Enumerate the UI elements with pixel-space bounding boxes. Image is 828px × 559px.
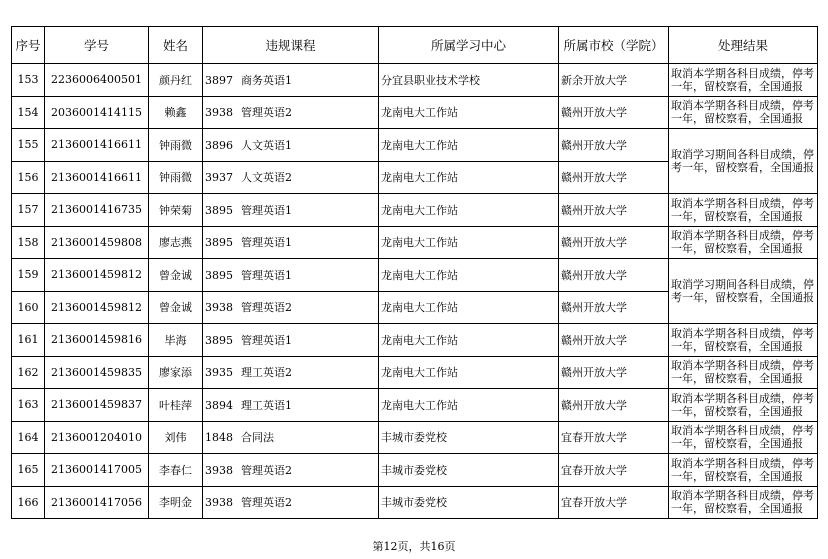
course-code: 3895: [205, 203, 233, 217]
course-name: 管理英语1: [241, 268, 292, 282]
course-name: 理工英语2: [241, 366, 292, 380]
course-name: 管理英语2: [241, 496, 292, 510]
cell-student-id: 2136001459837: [45, 389, 149, 422]
header-course: 违规课程: [203, 27, 379, 64]
cell-center: 龙南电大工作站: [379, 324, 559, 357]
course-code: 3895: [205, 333, 233, 347]
cell-course: [203, 64, 379, 97]
cell-center: 龙南电大工作站: [379, 96, 559, 129]
cell-name: 李明金: [149, 486, 203, 519]
course-code: 3896: [205, 138, 233, 152]
table-row: [12, 194, 818, 227]
table-row: [12, 259, 818, 292]
cell-course: [203, 259, 379, 292]
cell-center: 龙南电大工作站: [379, 194, 559, 227]
table-row: [12, 454, 818, 487]
table-row: [12, 96, 818, 129]
cell-center: 龙南电大工作站: [379, 389, 559, 422]
cell-student-id: 2136001416735: [45, 194, 149, 227]
cell-school: 新余开放大学: [559, 64, 669, 97]
cell-course: [203, 161, 379, 194]
course-code: 1848: [205, 431, 233, 445]
header-result: 处理结果: [669, 27, 818, 64]
course-name: 管理英语2: [241, 106, 292, 120]
header-row: [12, 27, 818, 64]
cell-center: 龙南电大工作站: [379, 259, 559, 292]
header-student-id: 学号: [45, 27, 149, 64]
cell-seq: 160: [12, 291, 45, 324]
cell-seq: 163: [12, 389, 45, 422]
cell-school: 赣州开放大学: [559, 259, 669, 292]
cell-school: 赣州开放大学: [559, 324, 669, 357]
cell-result: 取消本学期各科目成绩，停考一年，留校察看，全国通报: [669, 389, 818, 422]
cell-center: 龙南电大工作站: [379, 356, 559, 389]
course-code: 3938: [205, 106, 233, 120]
cell-student-id: 2136001417005: [45, 454, 149, 487]
course-code: 3938: [205, 463, 233, 477]
cell-center: 丰城市委党校: [379, 486, 559, 519]
course-name: 理工英语1: [241, 398, 292, 412]
cell-seq: 154: [12, 96, 45, 129]
cell-name: 廖家添: [149, 356, 203, 389]
course-name: 人文英语1: [241, 138, 292, 152]
header-center: 所属学习中心: [379, 27, 559, 64]
cell-result: 取消本学期各科目成绩，停考一年，留校察看，全国通报: [669, 454, 818, 487]
cell-student-id: 2136001417056: [45, 486, 149, 519]
cell-name: 曾金诚: [149, 291, 203, 324]
cell-student-id: 2236006400501: [45, 64, 149, 97]
cell-course: [203, 356, 379, 389]
table-row: [12, 64, 818, 97]
cell-school: 赣州开放大学: [559, 389, 669, 422]
cell-school: 赣州开放大学: [559, 129, 669, 162]
cell-seq: 164: [12, 421, 45, 454]
cell-school: 宜春开放大学: [559, 454, 669, 487]
cell-course: [203, 486, 379, 519]
cell-course: [203, 291, 379, 324]
cell-result: 取消本学期各科目成绩，停考一年，留校察看，全国通报: [669, 96, 818, 129]
cell-result: 取消本学期各科目成绩，停考一年，留校察看，全国通报: [669, 64, 818, 97]
cell-name: 毕海: [149, 324, 203, 357]
cell-name: 刘伟: [149, 421, 203, 454]
cell-name: 廖志燕: [149, 226, 203, 259]
cell-name: 曾金诚: [149, 259, 203, 292]
course-code: 3938: [205, 301, 233, 315]
course-code: 3895: [205, 236, 233, 250]
course-code: 3897: [205, 73, 233, 87]
cell-student-id: 2136001416611: [45, 161, 149, 194]
table-row: [12, 421, 818, 454]
cell-center: 丰城市委党校: [379, 421, 559, 454]
cell-seq: 156: [12, 161, 45, 194]
cell-course: [203, 96, 379, 129]
cell-center: 龙南电大工作站: [379, 129, 559, 162]
cell-name: 颜丹红: [149, 64, 203, 97]
cell-school: 赣州开放大学: [559, 161, 669, 194]
cell-student-id: 2136001459812: [45, 291, 149, 324]
cell-center: 龙南电大工作站: [379, 226, 559, 259]
cell-course: [203, 226, 379, 259]
course-code: 3895: [205, 268, 233, 282]
cell-school: 赣州开放大学: [559, 356, 669, 389]
violations-table: [11, 26, 818, 519]
course-name: 管理英语2: [241, 301, 292, 315]
cell-course: [203, 324, 379, 357]
cell-name: 叶桂萍: [149, 389, 203, 422]
cell-student-id: 2136001416611: [45, 129, 149, 162]
course-code: 3938: [205, 496, 233, 510]
cell-center: 龙南电大工作站: [379, 161, 559, 194]
cell-course: [203, 129, 379, 162]
cell-name: 赖鑫: [149, 96, 203, 129]
cell-seq: 159: [12, 259, 45, 292]
cell-seq: 155: [12, 129, 45, 162]
course-name: 人文英语2: [241, 171, 292, 185]
cell-result: 取消学习期间各科目成绩，停考一年，留校察看，全国通报: [669, 129, 818, 194]
course-code: 3935: [205, 366, 233, 380]
cell-result: 取消学习期间各科目成绩，停考一年，留校察看，全国通报: [669, 259, 818, 324]
cell-result: 取消本学期各科目成绩，停考一年，留校察看，全国通报: [669, 356, 818, 389]
cell-center: 丰城市委党校: [379, 454, 559, 487]
header-school: 所属市校（学院）: [559, 27, 669, 64]
cell-course: [203, 389, 379, 422]
cell-result: 取消本学期各科目成绩，停考一年，留校察看，全国通报: [669, 226, 818, 259]
cell-seq: 161: [12, 324, 45, 357]
table-row: [12, 486, 818, 519]
cell-seq: 158: [12, 226, 45, 259]
cell-course: [203, 454, 379, 487]
cell-student-id: 2036001414115: [45, 96, 149, 129]
course-code: 3894: [205, 398, 233, 412]
table-row: [12, 389, 818, 422]
cell-course: [203, 194, 379, 227]
cell-course: [203, 421, 379, 454]
cell-seq: 157: [12, 194, 45, 227]
cell-result: 取消本学期各科目成绩，停考一年，留校察看，全国通报: [669, 324, 818, 357]
cell-student-id: 2136001459812: [45, 259, 149, 292]
cell-seq: 166: [12, 486, 45, 519]
cell-school: 赣州开放大学: [559, 226, 669, 259]
page-number: 第12页，共16页: [372, 540, 456, 553]
cell-center: 分宜县职业技术学校: [379, 64, 559, 97]
course-code: 3937: [205, 171, 233, 185]
cell-student-id: 2136001459808: [45, 226, 149, 259]
cell-name: 钟雨微: [149, 161, 203, 194]
cell-student-id: 2136001459816: [45, 324, 149, 357]
cell-result: 取消本学期各科目成绩，停考一年，留校察看，全国通报: [669, 421, 818, 454]
cell-school: 宜春开放大学: [559, 421, 669, 454]
table-row: [12, 226, 818, 259]
cell-name: 钟雨微: [149, 129, 203, 162]
cell-student-id: 2136001204010: [45, 421, 149, 454]
cell-name: 钟荣菊: [149, 194, 203, 227]
cell-student-id: 2136001459835: [45, 356, 149, 389]
course-name: 管理英语1: [241, 203, 292, 217]
cell-school: 宜春开放大学: [559, 486, 669, 519]
table-row: [12, 324, 818, 357]
cell-seq: 165: [12, 454, 45, 487]
cell-seq: 162: [12, 356, 45, 389]
cell-result: 取消本学期各科目成绩，停考一年，留校察看，全国通报: [669, 486, 818, 519]
course-name: 管理英语1: [241, 333, 292, 347]
course-name: 管理英语1: [241, 236, 292, 250]
cell-school: 赣州开放大学: [559, 96, 669, 129]
cell-center: 龙南电大工作站: [379, 291, 559, 324]
course-name: 商务英语1: [241, 73, 292, 87]
header-name: 姓名: [149, 27, 203, 64]
course-name: 管理英语2: [241, 463, 292, 477]
cell-school: 赣州开放大学: [559, 194, 669, 227]
cell-name: 李春仁: [149, 454, 203, 487]
cell-seq: 153: [12, 64, 45, 97]
table-row: [12, 129, 818, 162]
cell-school: 赣州开放大学: [559, 291, 669, 324]
header-seq: 序号: [12, 27, 45, 64]
cell-result: 取消本学期各科目成绩，停考一年，留校察看，全国通报: [669, 194, 818, 227]
course-name: 合同法: [241, 431, 274, 445]
table-row: [12, 356, 818, 389]
